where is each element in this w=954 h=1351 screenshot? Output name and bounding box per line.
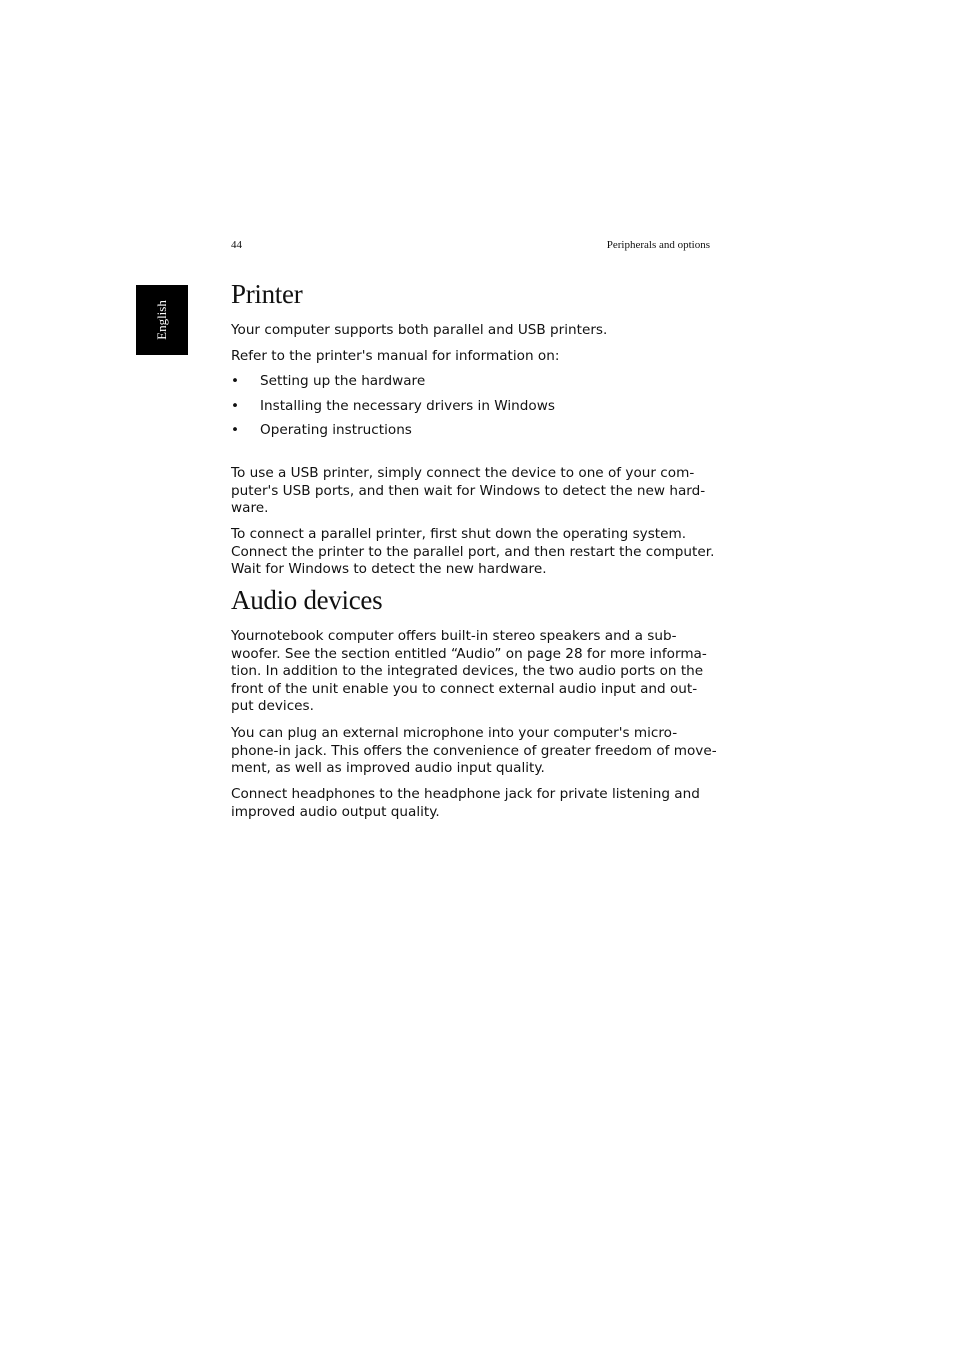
list-item-text: Operating instructions (260, 422, 412, 438)
parallel-printer-paragraph: To connect a parallel printer, first shut down the operating system. Connect the printer to the parallel port, and then restart the computer. Wait for Windows to detect the new hardware. (231, 526, 715, 578)
audio-paragraph-microphone: You can plug an external microphone into your computer's micro- phone-in jack. This offers the convenience of greater freedom of move- ment, as well as improved audio input quality. (231, 725, 717, 777)
audio-devices-heading: Audio devices (231, 585, 383, 615)
list-item-text: Installing the necessary drivers in Windows (260, 398, 555, 414)
printer-heading: Printer (231, 279, 303, 309)
printer-intro: Your computer supports both parallel and USB printers. (231, 322, 608, 338)
bullet-marker: • (231, 373, 240, 389)
printer-refer: Refer to the printer's manual for information on: (231, 348, 560, 364)
bullet-marker: • (231, 422, 240, 438)
bullet-marker: • (231, 398, 240, 414)
language-tab (136, 285, 188, 355)
usb-printer-paragraph: To use a USB printer, simply connect the device to one of your com- puter's USB ports, and then wait for Windows to detect the new hard- ware. (231, 465, 706, 517)
audio-paragraph-headphones: Connect headphones to the headphone jack for private listening and improved audio output quality. (231, 786, 700, 820)
language-tab-label: English (154, 300, 169, 340)
running-header: Peripherals and options (606, 239, 710, 251)
audio-paragraph-speakers: Yournotebook computer offers built-in stereo speakers and a sub- woofer. See the section entitled “Audio” on page 28 for more informa- tion. In addition to the integrated devices, the two audio ports on the front of the unit enable you to connect external audio input and out- put devices. (231, 628, 707, 715)
page-number: 44 (231, 239, 242, 251)
list-item-text: Setting up the hardware (260, 373, 426, 389)
